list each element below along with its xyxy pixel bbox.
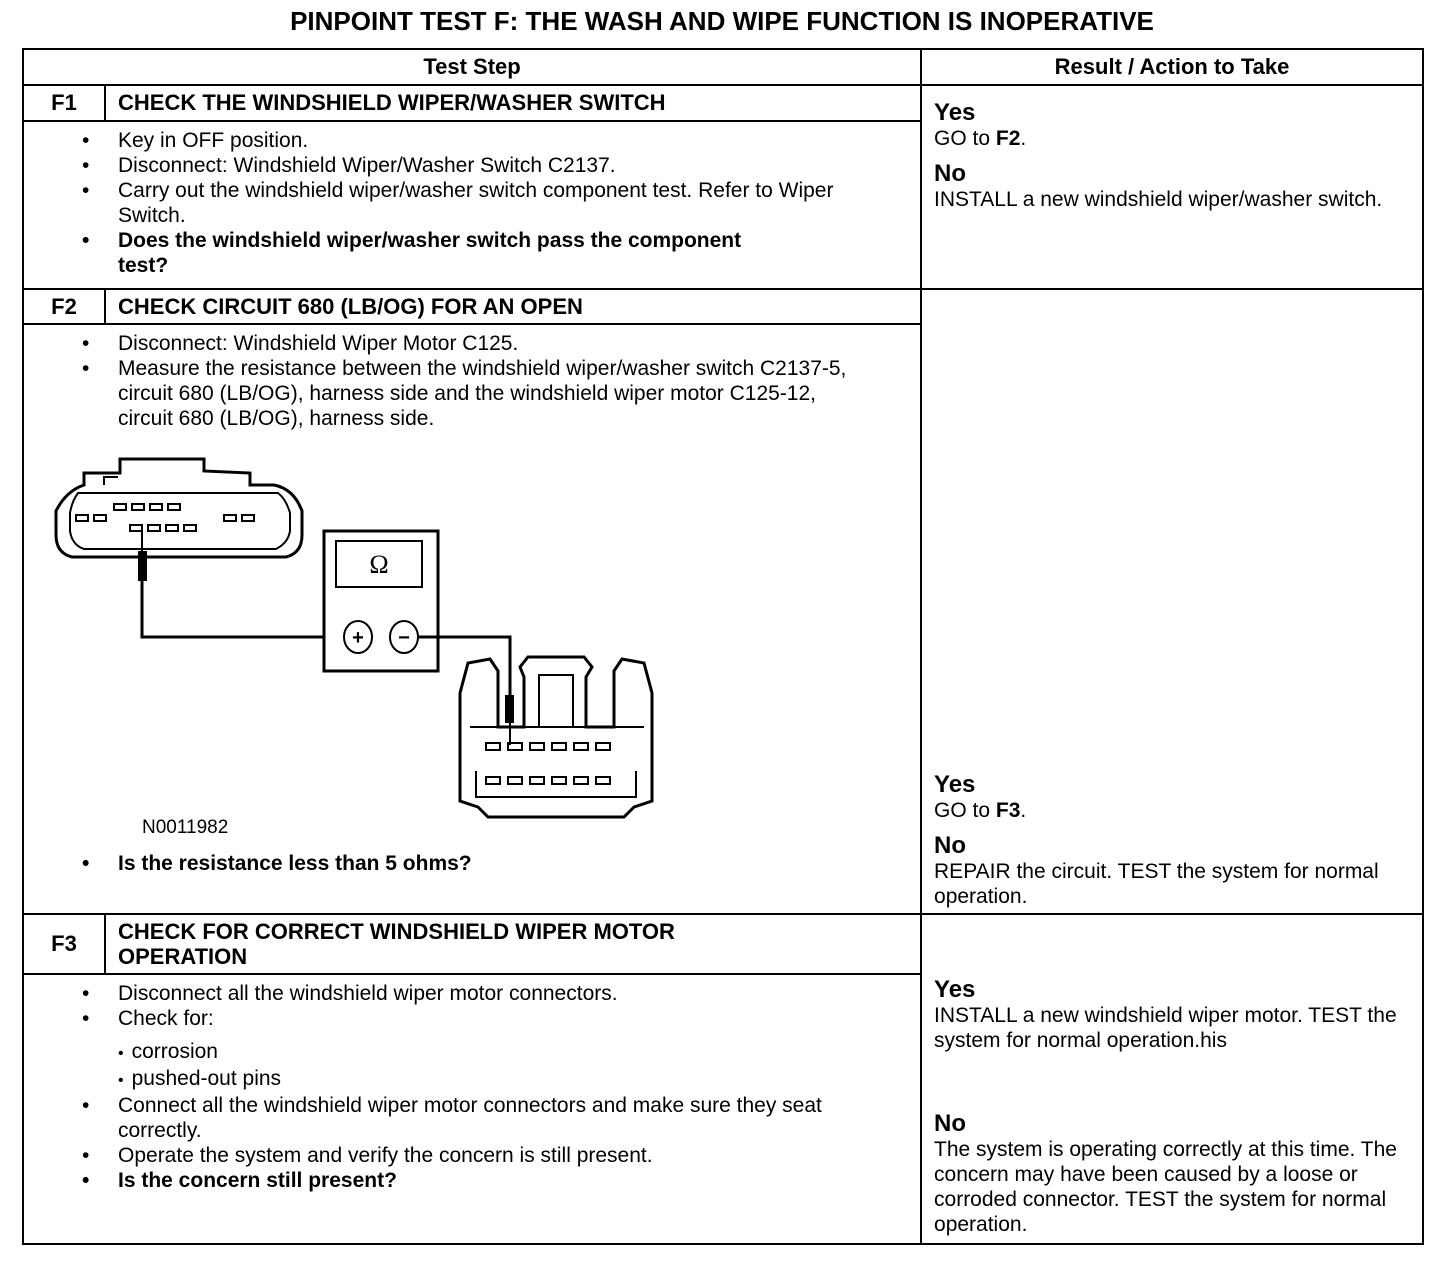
yes-label: Yes [934,771,976,798]
bullet-icon: • [82,229,90,252]
ohmmeter [324,531,438,671]
step-item: • Disconnect all the windshield wiper motor connectors. [82,982,618,1005]
check-item: • corrosion [118,1040,218,1063]
step-id: F2 [23,289,105,324]
page-title: PINPOINT TEST F: THE WASH AND WIPE FUNCTION IS INOPERATIVE [290,6,1154,36]
goto-link[interactable]: F2 [995,127,1021,150]
step-body [23,974,921,1244]
step-heading: CHECK THE WINDSHIELD WIPER/WASHER SWITCH [105,85,921,121]
yes-label: Yes [934,99,976,126]
bullet-icon: • [82,1007,90,1030]
step-f3-result [921,914,1423,1244]
wiring-diagram [24,431,920,851]
step-item: • Connect all the windshield wiper motor connectors and make sure they seat correctly. [82,1094,822,1142]
column-header-test-step: Test Step [23,49,921,85]
ohm-symbol-icon: Ω [369,550,389,579]
step-question: • Is the resistance less than 5 ohms? [82,852,472,875]
column-header-row [23,49,1423,85]
step-heading: CHECK FOR CORRECT WINDSHIELD WIPER MOTOR OPERATION [105,914,921,974]
motor-connector-pins [486,743,610,784]
yes-action: INSTALL a new windshield wiper motor. TEST the system for normal operation.his [934,1004,1397,1052]
pinpoint-test-table [22,48,1424,1245]
diagram-svg [24,431,840,821]
minus-terminal-icon: − [398,627,410,649]
plus-terminal-icon: + [352,627,364,649]
bullet-icon: • [82,1144,90,1167]
bullet-icon: • [118,1072,124,1089]
bullet-icon: • [82,852,90,875]
step-question: • Is the concern still present? [82,1169,397,1192]
yes-action: GO to F2. [934,127,1027,150]
step-f2-heading-row [23,289,1423,324]
step-body [23,324,921,914]
check-for-list [118,1039,920,1093]
bullet-icon: • [82,357,90,380]
bullet-icon: • [82,1169,90,1192]
no-action: REPAIR the circuit. TEST the system for normal operation. [934,860,1379,908]
step-question: • Does the windshield wiper/washer switch pass the component test? [82,229,742,277]
bullet-icon: • [82,332,90,355]
check-item: • pushed-out pins [118,1067,282,1090]
bullet-icon: • [82,154,90,177]
no-label: No [934,1110,967,1137]
step-id: F3 [23,914,105,974]
step-item: • Disconnect: Windshield Wiper Motor C125. [82,332,519,355]
step-heading: CHECK CIRCUIT 680 (LB/OG) FOR AN OPEN [105,289,921,324]
motor-connector-c125 [460,657,652,817]
step-f1-heading-row [23,85,1423,121]
step-f3-heading-row [23,914,1423,974]
probe-plus [138,531,324,637]
bullet-icon: • [82,129,90,152]
goto-link[interactable]: F3 [995,799,1021,822]
no-action: The system is operating correctly at this time. The concern may have been caused by a loose or corroded connector. TEST the system for normal operation. [934,1138,1397,1236]
step-item: • Check for: • corrosion • pushed-out pins [118,1006,920,1093]
step-item: • Carry out the windshield wiper/washer switch component test. Refer to Wiper Switch. [82,179,834,227]
step-item: • Key in OFF position. [82,129,309,152]
figure-id: N0011982 [142,817,229,838]
switch-connector-pins [76,504,254,531]
yes-label: Yes [934,976,976,1003]
yes-action: GO to F3. [934,799,1027,822]
step-body [23,121,921,289]
no-label: No [934,832,967,859]
bullet-icon: • [118,1045,124,1062]
bullet-icon: • [82,1094,90,1117]
step-id: F1 [23,85,105,121]
step-item: • Operate the system and verify the concern is still present. [82,1144,653,1167]
bullet-icon: • [82,982,90,1005]
step-f1-result [921,85,1423,289]
column-header-result: Result / Action to Take [921,49,1423,85]
step-item: • Disconnect: Windshield Wiper/Washer Switch C2137. [82,154,616,177]
bullet-icon: • [82,179,90,202]
step-item: • Measure the resistance between the windshield wiper/washer switch C2137-5, circuit 680 (LB/OG), harness side and the windshield wiper motor C125-12, circuit 680 (LB/OG), harness side. [82,357,847,430]
no-action: INSTALL a new windshield wiper/washer switch. [934,188,1383,211]
no-label: No [934,160,967,187]
step-f2-result [921,289,1423,914]
